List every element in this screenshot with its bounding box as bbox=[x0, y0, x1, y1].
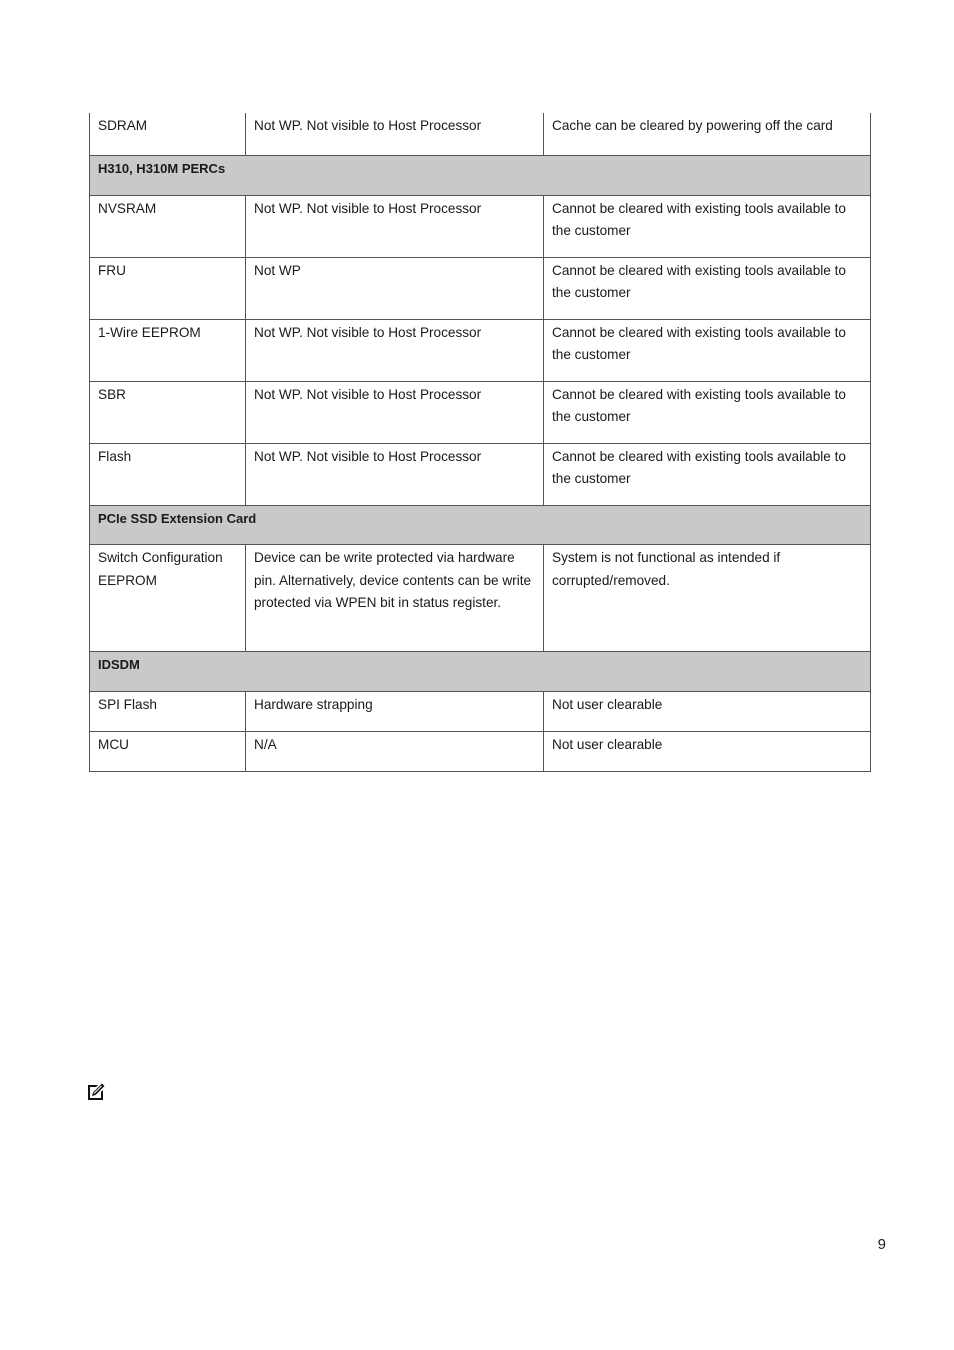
section-header-row bbox=[90, 155, 871, 195]
component-cell: SDRAM bbox=[90, 113, 246, 155]
clearing-cell: Cannot be cleared with existing tools available to the customer bbox=[544, 443, 871, 505]
component-cell: SPI Flash bbox=[90, 691, 246, 731]
component-cell: Switch Configuration EEPROM bbox=[90, 545, 246, 652]
component-cell: FRU bbox=[90, 257, 246, 319]
table-row bbox=[90, 691, 871, 731]
section-title: H310, H310M PERCs bbox=[90, 155, 871, 195]
section-title: IDSDM bbox=[90, 652, 871, 692]
clearing-cell: Cache can be cleared by powering off the card bbox=[544, 113, 871, 155]
protection-cell: Not WP bbox=[246, 257, 544, 319]
protection-cell: Not WP. Not visible to Host Processor bbox=[246, 113, 544, 155]
component-cell: SBR bbox=[90, 381, 246, 443]
table-row bbox=[90, 195, 871, 257]
table-row bbox=[90, 443, 871, 505]
protection-cell: Not WP. Not visible to Host Processor bbox=[246, 319, 544, 381]
section-title: PCIe SSD Extension Card bbox=[90, 505, 871, 545]
table-row bbox=[90, 731, 871, 771]
protection-cell: Not WP. Not visible to Host Processor bbox=[246, 195, 544, 257]
protection-cell: Device can be write protected via hardware pin. Alternatively, device contents can be write protected via WPEN bit in status register. bbox=[246, 545, 544, 652]
clearing-cell: System is not functional as intended if corrupted/removed. bbox=[544, 545, 871, 652]
clearing-cell: Cannot be cleared with existing tools available to the customer bbox=[544, 319, 871, 381]
protection-cell: Not WP. Not visible to Host Processor bbox=[246, 443, 544, 505]
page-number: 9 bbox=[877, 1236, 886, 1253]
component-cell: 1-Wire EEPROM bbox=[90, 319, 246, 381]
table-row bbox=[90, 257, 871, 319]
clearing-cell: Cannot be cleared with existing tools available to the customer bbox=[544, 195, 871, 257]
table-row bbox=[90, 113, 871, 155]
note-pencil-icon bbox=[86, 1082, 106, 1102]
protection-cell: Not WP. Not visible to Host Processor bbox=[246, 381, 544, 443]
clearing-cell: Cannot be cleared with existing tools available to the customer bbox=[544, 381, 871, 443]
protection-cell: N/A bbox=[246, 731, 544, 771]
protection-cell: Hardware strapping bbox=[246, 691, 544, 731]
clearing-cell: Not user clearable bbox=[544, 691, 871, 731]
section-header-row bbox=[90, 652, 871, 692]
component-cell: NVSRAM bbox=[90, 195, 246, 257]
section-header-row bbox=[90, 505, 871, 545]
clearing-cell: Not user clearable bbox=[544, 731, 871, 771]
table-row bbox=[90, 545, 871, 652]
component-cell: Flash bbox=[90, 443, 246, 505]
table-row bbox=[90, 319, 871, 381]
table-row bbox=[90, 381, 871, 443]
hardware-components-table bbox=[89, 113, 871, 772]
clearing-cell: Cannot be cleared with existing tools available to the customer bbox=[544, 257, 871, 319]
component-cell: MCU bbox=[90, 731, 246, 771]
